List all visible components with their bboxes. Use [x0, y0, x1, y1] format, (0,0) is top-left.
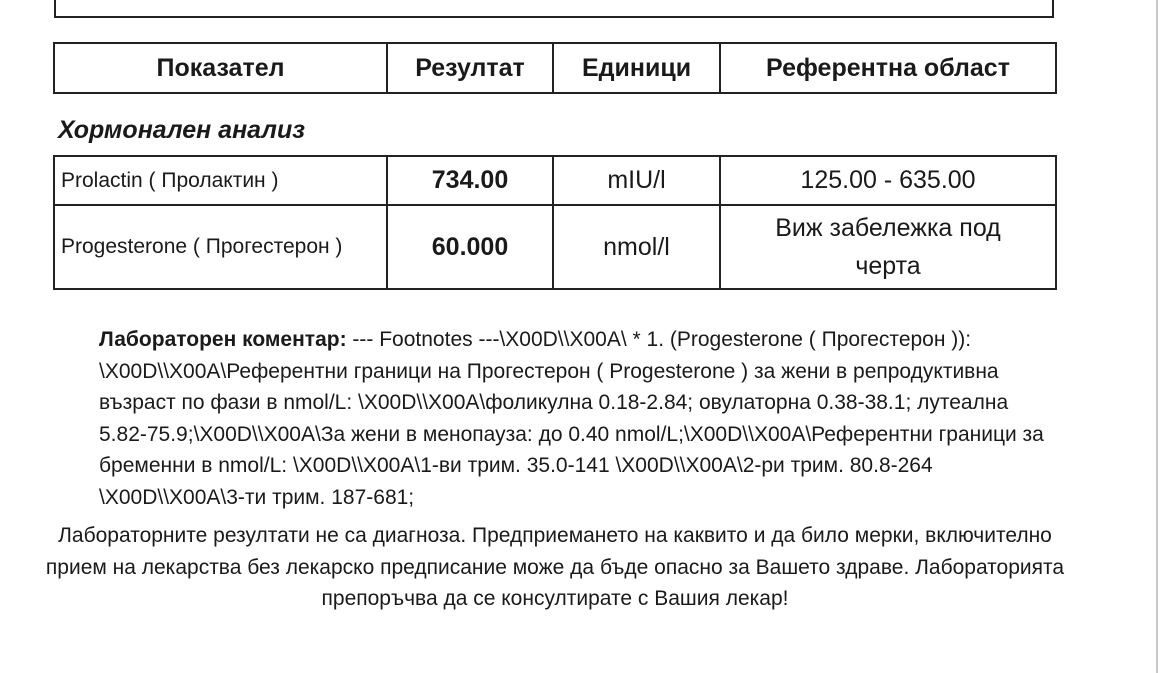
lab-comment-label: Лабораторен коментар: — [99, 328, 347, 351]
header-result: Резултат — [387, 43, 553, 93]
results-header-table — [53, 42, 1057, 94]
result-units: nmol/l — [553, 205, 720, 289]
reference-range: Виж забележка под черта — [720, 205, 1056, 289]
lab-comment-text: --- Footnotes ---\X00D\\X00A\ * 1. (Progesterone ( Прогестерон )): \X00D\\X00A\Референтни граници на Прогестерон ( Progesterone ) за жени в репродуктивна възраст по фази в nmol/L: \X00D\\X00A\фоликулна 0.18-2.84; овулаторна 0.38-38.1; лутеална 5.82-75.9;\X00D\\X00A\За жени в менопауза: до 0.40 nmol/L;\X00D\\X00A\Референтни граници за бременни в nmol/L: \X00D\\X00A\1-ви трим. 35.0-141 \X00D\\X00A\2-ри трим. 80.8-264 \X00D\\X00A\3-ти трим. 187-681; — [99, 328, 1044, 509]
header-units: Единици — [553, 43, 720, 93]
lab-comment — [99, 324, 1059, 513]
disclaimer: Лабораторните резултати не са диагноза. Предприемането на каквито и да било мерки, включително прием на лекарства без лекарско предписание може да бъде опасно за Вашето здраве. Лабораторията препоръчва да се консултирате с Вашия лекар! — [45, 524, 1065, 610]
indicator-name: Prolactin ( Пролактин ) — [54, 156, 387, 205]
header-indicator: Показател — [54, 43, 387, 93]
result-value: 60.000 — [387, 205, 553, 289]
result-units: mIU/l — [553, 156, 720, 205]
header-reference-range: Референтна област — [720, 43, 1056, 93]
reference-range: 125.00 - 635.00 — [720, 156, 1056, 205]
result-value: 734.00 — [387, 156, 553, 205]
previous-table-box-bottom — [54, 0, 1054, 18]
scrollbar[interactable] — [1156, 0, 1170, 673]
table-row — [54, 205, 1056, 289]
table-row — [54, 156, 1056, 205]
results-table — [53, 155, 1057, 290]
section-title: Хормонален анализ — [58, 116, 305, 144]
indicator-name: Progesterone ( Прогестерон ) — [54, 205, 387, 289]
